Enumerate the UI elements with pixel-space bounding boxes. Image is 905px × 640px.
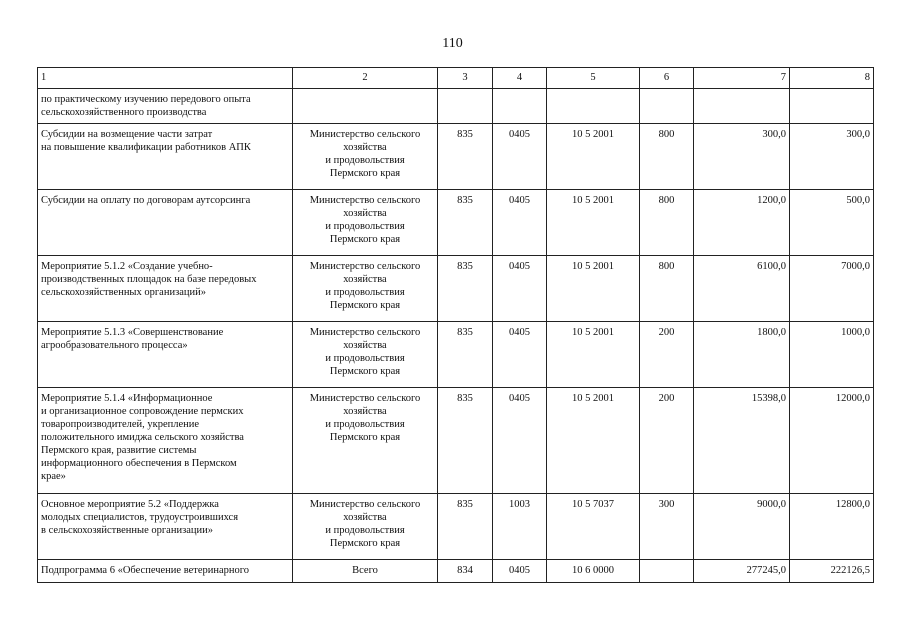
ministry-code-cell: 835 xyxy=(438,494,493,560)
target-article-cell: 10 5 2001 xyxy=(547,388,640,494)
column-header: 6 xyxy=(640,68,694,89)
column-header: 4 xyxy=(493,68,547,89)
amount-year1-cell xyxy=(694,89,790,124)
target-article-cell: 10 5 2001 xyxy=(547,322,640,388)
budget-table xyxy=(37,67,874,583)
executor-cell: Министерство сельского хозяйства и продовольствия Пермского края xyxy=(293,256,438,322)
target-article-cell: 10 5 2001 xyxy=(547,124,640,190)
measure-name-cell: Субсидии на возмещение части затрат на повышение квалификации работников АПК xyxy=(38,124,293,190)
ministry-code-cell: 835 xyxy=(438,388,493,494)
table-row xyxy=(38,322,874,388)
amount-year1-cell: 1200,0 xyxy=(694,190,790,256)
measure-name-cell: Мероприятие 5.1.2 «Создание учебно- производственных площадок на базе передовых сельскохозяйственных организаций» xyxy=(38,256,293,322)
table-row xyxy=(38,494,874,560)
target-article-cell: 10 5 2001 xyxy=(547,190,640,256)
measure-name-cell: Основное мероприятие 5.2 «Поддержка молодых специалистов, трудоустроившихся в сельскохозяйственные организации» xyxy=(38,494,293,560)
amount-year2-cell: 1000,0 xyxy=(790,322,874,388)
expense-type-cell: 800 xyxy=(640,256,694,322)
ministry-code-cell: 835 xyxy=(438,190,493,256)
executor-cell xyxy=(293,89,438,124)
section-code-cell: 0405 xyxy=(493,560,547,583)
measure-name-cell: Субсидии на оплату по договорам аутсорсинга xyxy=(38,190,293,256)
column-header: 8 xyxy=(790,68,874,89)
amount-year1-cell: 277245,0 xyxy=(694,560,790,583)
measure-name-cell: Мероприятие 5.1.4 «Информационное и организационное сопровождение пермских товаропроизводителей, укрепление положительного имиджа сельского хозяйства Пермского края, развитие системы информационного обеспечения в Пермском крае» xyxy=(38,388,293,494)
section-code-cell: 0405 xyxy=(493,256,547,322)
expense-type-cell: 800 xyxy=(640,124,694,190)
measure-name-cell: по практическому изучению передового опыта сельскохозяйственного производства xyxy=(38,89,293,124)
amount-year1-cell: 9000,0 xyxy=(694,494,790,560)
executor-cell: Министерство сельского хозяйства и продовольствия Пермского края xyxy=(293,322,438,388)
target-article-cell: 10 6 0000 xyxy=(547,560,640,583)
expense-type-cell: 300 xyxy=(640,494,694,560)
section-code-cell: 0405 xyxy=(493,124,547,190)
amount-year2-cell: 12800,0 xyxy=(790,494,874,560)
section-code-cell: 1003 xyxy=(493,494,547,560)
amount-year1-cell: 1800,0 xyxy=(694,322,790,388)
table-body xyxy=(38,89,874,583)
ministry-code-cell: 834 xyxy=(438,560,493,583)
amount-year2-cell: 12000,0 xyxy=(790,388,874,494)
expense-type-cell xyxy=(640,89,694,124)
column-header: 3 xyxy=(438,68,493,89)
page-number: 110 xyxy=(442,36,463,51)
column-header: 2 xyxy=(293,68,438,89)
table-row xyxy=(38,190,874,256)
table-row xyxy=(38,388,874,494)
target-article-cell: 10 5 2001 xyxy=(547,256,640,322)
expense-type-cell: 200 xyxy=(640,388,694,494)
executor-cell: Министерство сельского хозяйства и продовольствия Пермского края xyxy=(293,494,438,560)
section-code-cell xyxy=(493,89,547,124)
executor-cell: Всего xyxy=(293,560,438,583)
amount-year2-cell: 500,0 xyxy=(790,190,874,256)
amount-year1-cell: 300,0 xyxy=(694,124,790,190)
amount-year1-cell: 6100,0 xyxy=(694,256,790,322)
column-header: 7 xyxy=(694,68,790,89)
section-code-cell: 0405 xyxy=(493,190,547,256)
amount-year2-cell: 222126,5 xyxy=(790,560,874,583)
ministry-code-cell: 835 xyxy=(438,322,493,388)
expense-type-cell: 200 xyxy=(640,322,694,388)
ministry-code-cell: 835 xyxy=(438,124,493,190)
measure-name-cell: Подпрограмма 6 «Обеспечение ветеринарного xyxy=(38,560,293,583)
amount-year1-cell: 15398,0 xyxy=(694,388,790,494)
column-header: 5 xyxy=(547,68,640,89)
ministry-code-cell xyxy=(438,89,493,124)
executor-cell: Министерство сельского хозяйства и продовольствия Пермского края xyxy=(293,190,438,256)
executor-cell: Министерство сельского хозяйства и продовольствия Пермского края xyxy=(293,124,438,190)
measure-name-cell: Мероприятие 5.1.3 «Совершенствование агрообразовательного процесса» xyxy=(38,322,293,388)
section-code-cell: 0405 xyxy=(493,388,547,494)
expense-type-cell: 800 xyxy=(640,190,694,256)
amount-year2-cell: 7000,0 xyxy=(790,256,874,322)
ministry-code-cell: 835 xyxy=(438,256,493,322)
table-row xyxy=(38,256,874,322)
table-row xyxy=(38,89,874,124)
expense-type-cell xyxy=(640,560,694,583)
executor-cell: Министерство сельского хозяйства и продовольствия Пермского края xyxy=(293,388,438,494)
amount-year2-cell: 300,0 xyxy=(790,124,874,190)
target-article-cell xyxy=(547,89,640,124)
table-row xyxy=(38,124,874,190)
target-article-cell: 10 5 7037 xyxy=(547,494,640,560)
table-row xyxy=(38,560,874,583)
amount-year2-cell xyxy=(790,89,874,124)
header-row xyxy=(38,68,874,89)
column-header: 1 xyxy=(38,68,293,89)
section-code-cell: 0405 xyxy=(493,322,547,388)
